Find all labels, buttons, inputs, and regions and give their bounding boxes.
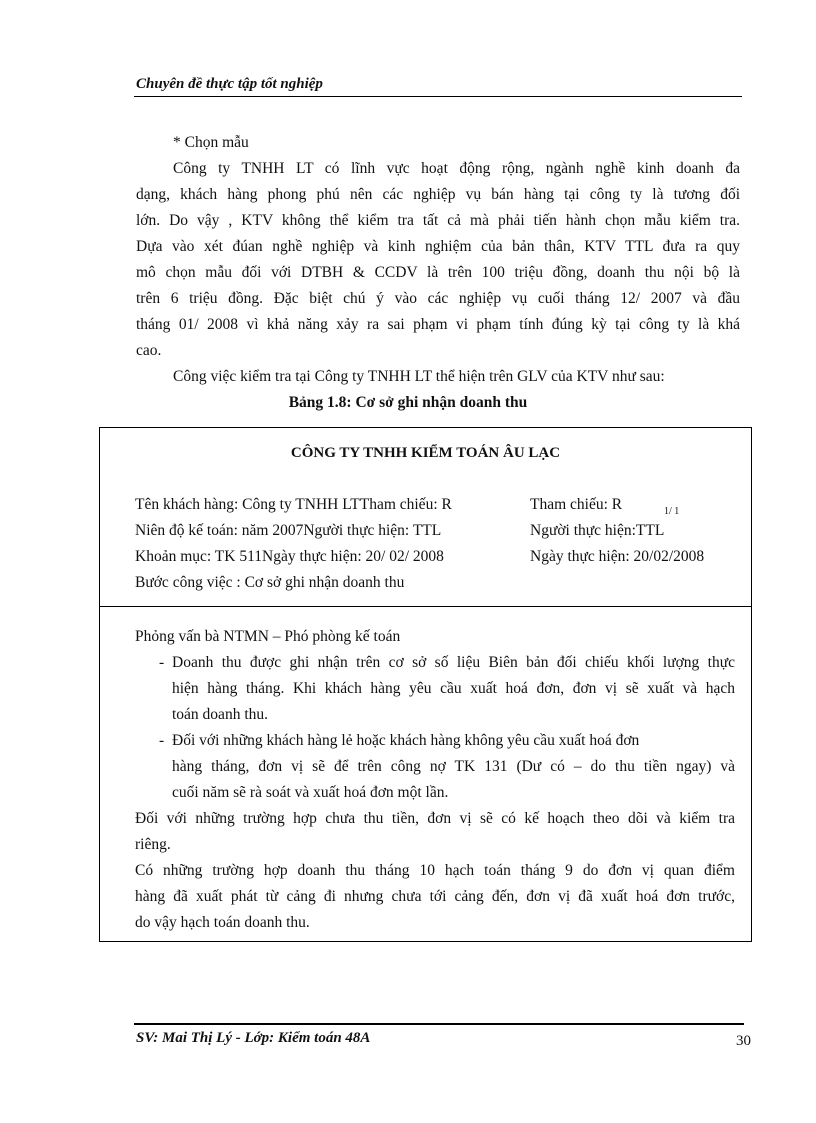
interview-section xyxy=(135,624,735,936)
intro-paragraph-2: Công việc kiểm tra tại Công ty TNHH LT thể hiện trên GLV của KTV như sau: xyxy=(173,368,665,385)
bullet-line: toán doanh thu. xyxy=(172,706,268,723)
work-step-line: Bước công việc : Cơ sở ghi nhận doanh thu xyxy=(135,574,405,591)
page-header: Chuyên đề thực tập tốt nghiệp xyxy=(136,76,323,92)
intro-line: tháng 01/ 2008 vì khả năng xảy ra sai phạm vi phạm tính đúng kỳ tại công ty là khá xyxy=(136,316,740,333)
bullet-line: hàng tháng, đơn vị sẽ để trên công nợ TK 131 (Dư có – do thu tiền ngay) và xyxy=(172,758,735,775)
company-name: CÔNG TY TNHH KIỂM TOÁN ÂU LẠC xyxy=(290,445,561,461)
date-right: Ngày thực hiện: 20/02/2008 xyxy=(530,548,705,565)
intro-line: mô chọn mẫu đối với DTBH & CCDV là trên 100 triệu đồng, doanh thu nội bộ là xyxy=(136,264,740,281)
closing-line: Có những trường hợp doanh thu tháng 10 hạch toán tháng 9 do đơn vị quan điểm xyxy=(135,862,735,879)
page-footer: SV: Mai Thị Lý - Lớp: Kiểm toán 48A xyxy=(136,1030,371,1046)
bullet-line: Đối với những khách hàng lẻ hoặc khách hàng không yêu cầu xuất hoá đơn xyxy=(172,732,640,749)
closing-paragraph-2 xyxy=(135,858,735,936)
bullet-line: cuối năm sẽ rà soát và xuất hoá đơn một lần. xyxy=(172,784,449,801)
intro-line: lớn. Do vậy , KTV không thể kiểm tra tất cả mà phải tiến hành chọn mẫu kiểm tra. xyxy=(136,212,740,229)
intro-line: Công ty TNHH LT có lĩnh vực hoạt động rộng, ngành nghề kinh doanh đa xyxy=(173,160,740,177)
page-reference: 1/ 1 xyxy=(664,506,680,517)
intro-line: dạng, khách hàng phong phú nên các nghiệp vụ bán hàng tại công ty là tương đối xyxy=(136,186,740,203)
client-name-line: Tên khách hàng: Công ty TNHH LTTham chiếu: R xyxy=(135,496,452,513)
intro-section xyxy=(136,130,740,390)
closing-line: do vậy hạch toán doanh thu. xyxy=(135,914,310,931)
account-line: Khoản mục: TK 511Ngày thực hiện: 20/ 02/ 2008 xyxy=(135,548,444,565)
closing-line: Đối với những trường hợp chưa thu tiền, đơn vị sẽ có kế hoạch theo dõi và kiểm tra xyxy=(135,810,735,827)
page-number: 30 xyxy=(736,1033,751,1049)
intro-heading: * Chọn mẫu xyxy=(173,134,249,151)
intro-line: cao. xyxy=(136,342,162,359)
closing-line: hàng đã xuất phát từ cảng đi nhưng chưa tới cảng đến, đơn vị đã xuất hoá đơn trước, xyxy=(135,888,735,905)
bullet-item xyxy=(135,650,735,728)
bullet-dash: - xyxy=(159,732,165,749)
preparer-right: Người thực hiện:TTL xyxy=(530,522,665,539)
bullet-dash: - xyxy=(159,654,165,671)
closing-line: riêng. xyxy=(135,836,171,853)
box-divider xyxy=(100,606,751,607)
header-rule xyxy=(134,96,742,97)
bullet-line: Doanh thu được ghi nhận trên cơ sở số liệu Biên bản đối chiếu khối lượng thực xyxy=(172,654,735,671)
working-paper-box xyxy=(99,427,752,942)
intro-paragraph xyxy=(136,156,740,364)
bullet-line: hiện hàng tháng. Khi khách hàng yêu cầu xuất hoá đơn, đơn vị sẽ xuất và hạch xyxy=(172,680,735,697)
bullet-item xyxy=(135,728,735,806)
footer-rule xyxy=(134,1023,744,1025)
table-caption: Bảng 1.8: Cơ sở ghi nhận doanh thu xyxy=(288,394,528,411)
intro-line: trên 6 triệu đồng. Đặc biệt chú ý vào các nghiệp vụ cuối tháng 12/ 2007 và đầu xyxy=(136,290,740,307)
closing-paragraph-1 xyxy=(135,806,735,858)
fiscal-year-line: Niên độ kế toán: năm 2007Người thực hiện: TTL xyxy=(135,522,442,539)
intro-line: Dựa vào xét đúan nghề nghiệp và kinh nghiệm của bản thân, KTV TTL đưa ra quy xyxy=(136,238,740,255)
reference-right: Tham chiếu: R xyxy=(530,496,623,513)
interview-title: Phỏng vấn bà NTMN – Phó phòng kế toán xyxy=(135,628,401,645)
